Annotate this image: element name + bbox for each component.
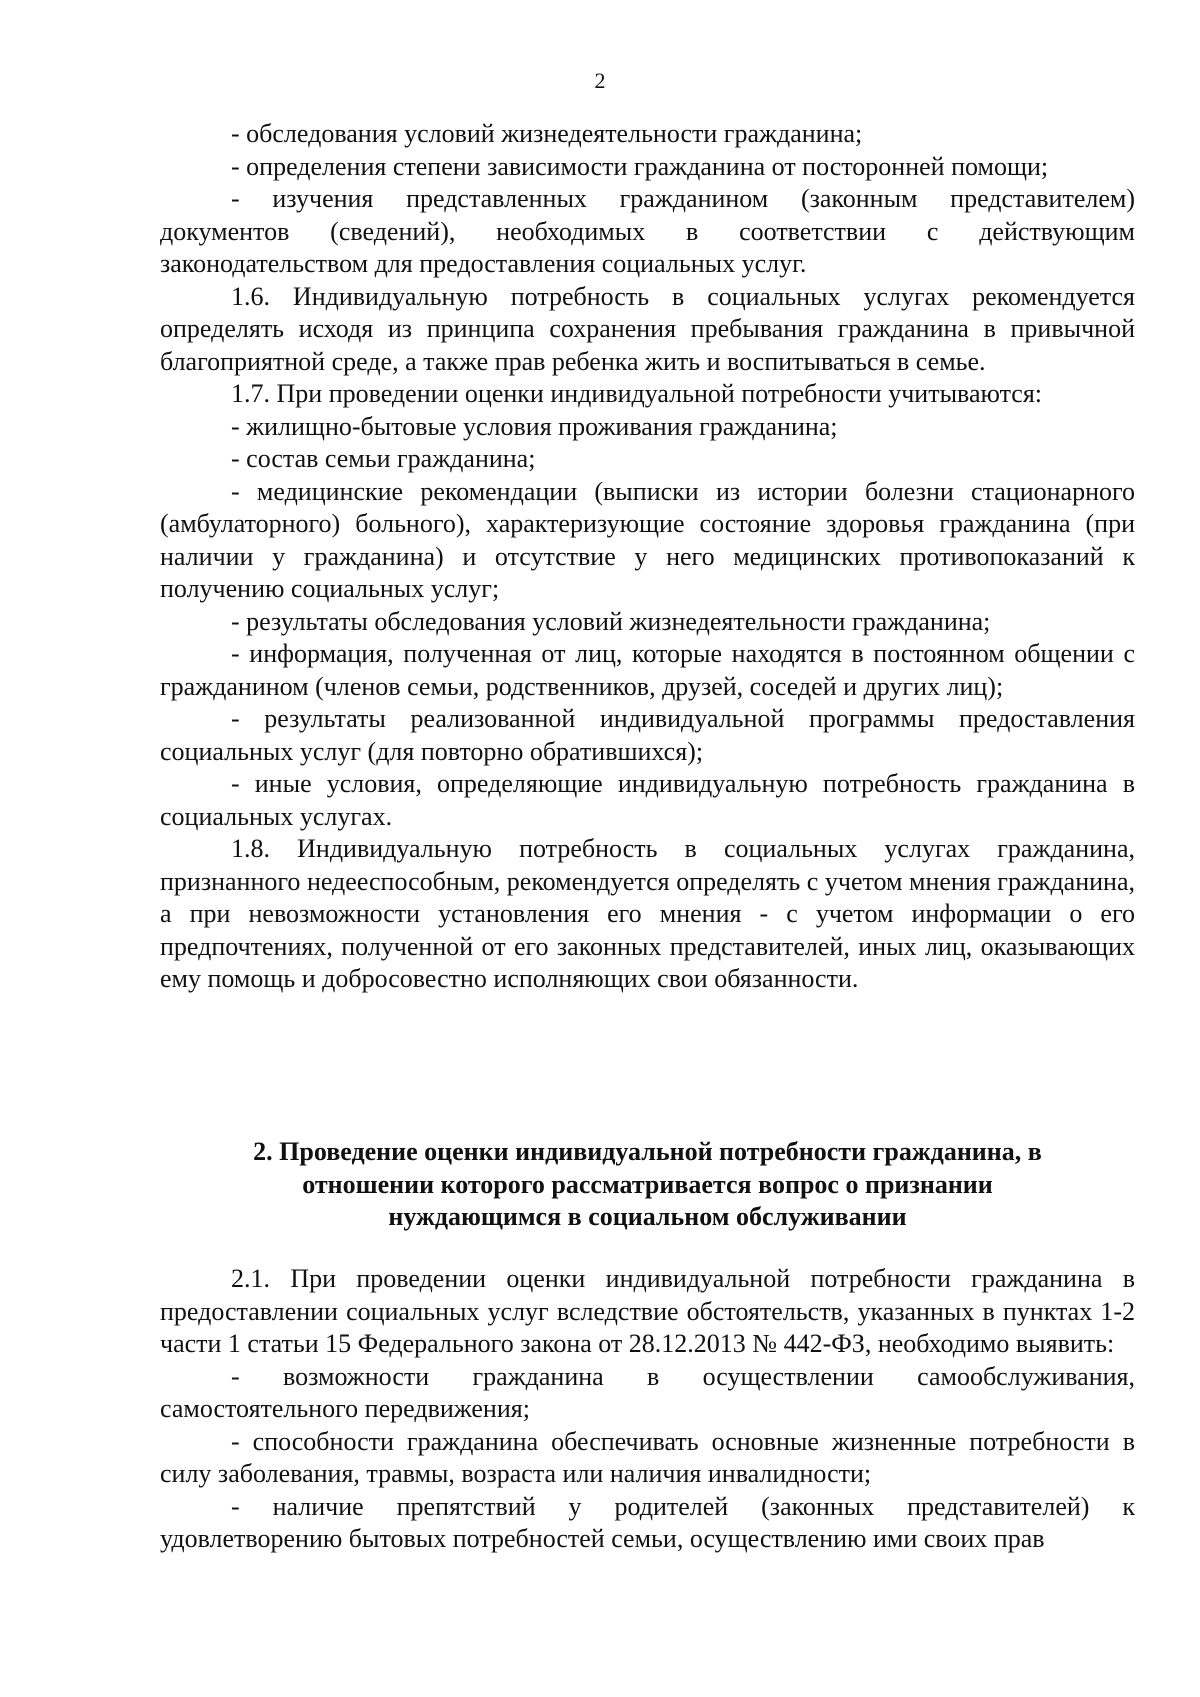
section-2-body	[160, 1263, 1135, 1556]
section-1-continuation	[160, 118, 1135, 996]
list-item: - наличие препятствий у родителей (законных представителей) к удовлетворению бытовых потребностей семьи, осуществлению ими своих прав	[160, 1491, 1135, 1553]
list-item: - иные условия, определяющие индивидуальную потребность гражданина в социальных услугах.	[160, 769, 1135, 831]
heading-line: 2. Проведение оценки индивидуальной потребности гражданина, в	[253, 1137, 1042, 1166]
list-item: - изучения представленных гражданином (законным представителем) документов (сведений), необходимых в соответствии с действующим законодательством для предоставления социальных услуг.	[160, 184, 1135, 278]
list-item: - способности гражданина обеспечивать основные жизненные потребности в силу заболевания, травмы, возраста или наличия инвалидности;	[160, 1426, 1135, 1488]
paragraph-1-8: 1.8. Индивидуальную потребность в социальных услугах гражданина, признанного недееспособным, рекомендуется определять с учетом мнения гражданина, а при невозможности установления его мнения - с учетом информации о его предпочтениях, полученной от его законных представителей, иных лиц, оказывающих ему помощь и добросовестно исполняющих свои обязанности.	[160, 834, 1135, 993]
list-item: - определения степени зависимости гражданина от посторонней помощи;	[231, 151, 1049, 181]
paragraph-1-6: 1.6. Индивидуальную потребность в социальных услугах рекомендуется определять исходя из принципа сохранения пребывания гражданина в привычной благоприятной среде, а также прав ребенка жить и воспитываться в семье.	[160, 281, 1135, 376]
heading-line: нуждающимся в социальном обслуживании	[388, 1202, 907, 1231]
list-item: - жилищно-бытовые условия проживания гражданина;	[231, 411, 838, 441]
heading-line: отношении которого рассматривается вопрос о признании	[302, 1169, 993, 1199]
list-item: - результаты реализованной индивидуальной программы предоставления социальных услуг (для повторно обратившихся);	[160, 704, 1135, 766]
paragraph-1-7: 1.7. При проведении оценки индивидуальной потребности учитываются:	[231, 379, 1043, 408]
section-2-heading	[160, 1136, 1135, 1234]
list-item: - медицинские рекомендации (выписки из истории болезни стационарного (амбулаторного) больного), характеризующие состояние здоровья гражданина (при наличии у гражданина) и отсутствие у него медицинских противопоказаний к получению социальных услуг;	[160, 476, 1135, 603]
list-item: - возможности гражданина в осуществлении самообслуживания, самостоятельного передвижения;	[160, 1361, 1135, 1423]
paragraph-2-1: 2.1. При проведении оценки индивидуальной потребности гражданина в предоставлении социальных услуг вследствие обстоятельств, указанных в пунктах 1-2 части 1 статьи 15 Федерального закона от 28.12.2013 № 442-ФЗ, необходимо выявить:	[160, 1264, 1135, 1358]
list-item: - обследования условий жизнедеятельности гражданина;	[231, 119, 863, 148]
list-item: - состав семьи гражданина;	[231, 444, 536, 473]
list-item: - информация, полученная от лиц, которые находятся в постоянном общении с гражданином (членов семьи, родственников, друзей, соседей и других лиц);	[160, 639, 1135, 701]
list-item: - результаты обследования условий жизнедеятельности гражданина;	[231, 606, 991, 636]
page-number: 2	[594, 68, 606, 93]
